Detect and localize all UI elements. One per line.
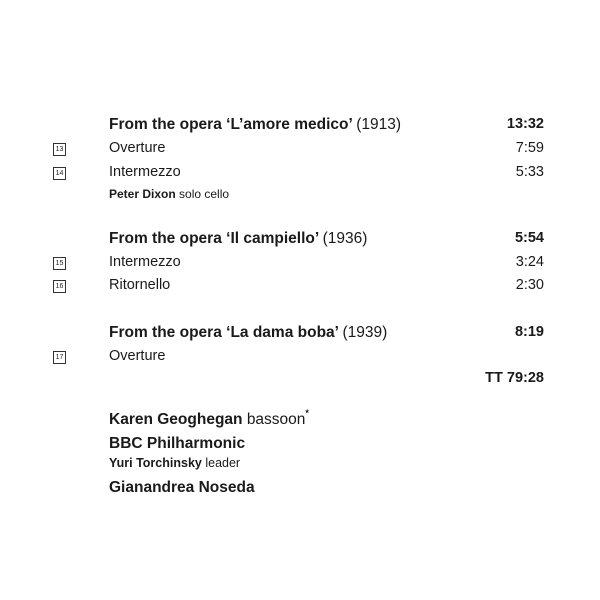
section-total-duration: 8:19 (514, 324, 544, 340)
total-time: TT 79:28 (485, 370, 544, 386)
conductor-name: Gianandrea Noseda (109, 479, 255, 496)
opera-year: (1936) (322, 230, 368, 247)
heading-prefix: From the opera (109, 116, 227, 133)
track-duration: 7:59 (515, 140, 544, 156)
section-heading-la-dama-boba (109, 324, 387, 342)
track-number-box: 17 (53, 351, 66, 364)
leader-credit (109, 456, 240, 470)
section-total-duration: 13:32 (506, 116, 544, 132)
opera-year: (1913) (356, 116, 402, 133)
track-number-box: 16 (53, 280, 66, 293)
track-title: Overture (109, 348, 166, 364)
heading-prefix: From the opera (109, 324, 227, 341)
orchestra-name: BBC Philharmonic (109, 435, 246, 452)
leader-role: leader (205, 456, 241, 470)
track-title: Intermezzo (109, 164, 181, 180)
track-duration: 5:33 (515, 164, 544, 180)
track-duration: 3:24 (515, 254, 544, 270)
track-title: Overture (109, 140, 166, 156)
bassoon-soloist-name: Karen Geoghegan (109, 411, 243, 428)
track-number-box: 14 (53, 167, 66, 180)
track-title: Intermezzo (109, 254, 181, 270)
bassoon-soloist-role: bassoon (246, 411, 306, 428)
bassoon-soloist-credit (109, 408, 309, 429)
soloist-credit (109, 187, 229, 201)
asterisk-mark: * (305, 408, 309, 418)
track-number-box: 13 (53, 143, 66, 156)
track-number-box: 15 (53, 257, 66, 270)
opera-year: (1939) (342, 324, 388, 341)
section-heading-il-campiello (109, 230, 367, 248)
track-title: Ritornello (109, 277, 171, 293)
section-total-duration: 5:54 (514, 230, 544, 246)
track-duration: 2:30 (515, 277, 544, 293)
soloist-name: Peter Dixon (109, 187, 176, 201)
section-heading-lamore-medico (109, 116, 401, 134)
opera-title: ‘La dama boba’ (226, 324, 339, 341)
leader-name: Yuri Torchinsky (109, 456, 202, 470)
opera-title: ‘L’amore medico’ (226, 116, 352, 133)
heading-prefix: From the opera (109, 230, 227, 247)
opera-title: ‘Il campiello’ (226, 230, 319, 247)
soloist-role: solo cello (179, 187, 230, 201)
